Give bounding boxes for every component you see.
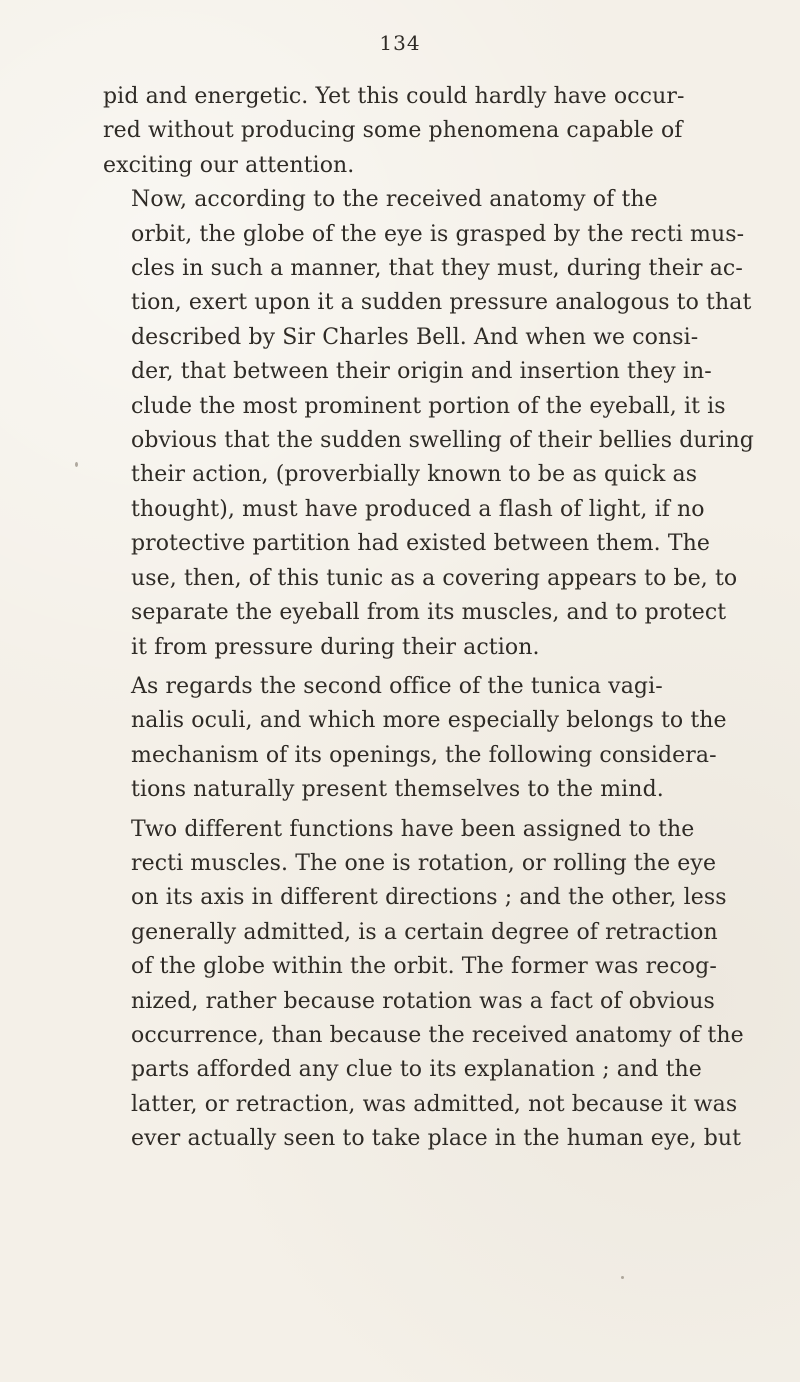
text-line: use, then, of this tunic as a covering appears to be, to [131,565,738,591]
text-line: exciting our attention. [103,152,355,178]
text-line: pid and energetic. Yet this could hardly have occur- [103,84,685,109]
text-line: separate the eyeball from its muscles, and to protect [131,600,727,626]
text-line: As regards the second office of the tunica vagi- [131,673,663,699]
paper-speck [621,1276,624,1279]
text-line: Two different functions have been assigned to the [131,816,695,842]
text-line: recti muscles. The one is rotation, or rolling the eye [131,850,717,876]
text-line: described by Sir Charles Bell. And when we consi- [131,324,699,350]
text-line: cles in such a manner, that they must, during their ac- [131,256,743,282]
text-line: occurrence, than because the received anatomy of the [131,1022,744,1048]
text-line: der, that between their origin and insertion they in- [131,359,712,385]
text-line: Now, according to the received anatomy of the [131,187,658,213]
paper-speck [75,462,78,467]
page-number: 134 [379,31,421,55]
text-line: tions naturally present themselves to the mind. [131,777,664,803]
paragraph-1 [103,80,699,183]
text-line: protective partition had existed between them. The [131,531,710,557]
text-line: orbit, the globe of the eye is grasped by the recti mus- [131,221,745,247]
text-line: parts afforded any clue to its explanation ; and the [131,1057,702,1083]
text-line: their action, (proverbially known to be as quick as [131,462,698,488]
paragraph-3 [103,670,727,808]
text-line: on its axis in different directions ; and the other, less [131,885,727,911]
text-line: it from pressure during their action. [131,634,540,660]
text-line: latter, or retraction, was admitted, not because it was [131,1091,738,1117]
text-line: red without producing some phenomena capable of [103,118,683,144]
text-line: obvious that the sudden swelling of their bellies during [131,428,754,454]
text-line: thought), must have produced a flash of light, if no [131,496,705,522]
text-line: tion, exert upon it a sudden pressure analogous to that [131,290,752,316]
text-line: ever actually seen to take place in the human eye, but [131,1126,742,1152]
text-line: nalis oculi, and which more especially belongs to the [131,708,727,734]
paragraph-4 [103,813,744,1157]
text-line: mechanism of its openings, the following considera- [131,742,717,768]
paragraph-2 [103,183,754,665]
text-line: nized, rather because rotation was a fact of obvious [131,988,715,1014]
text-line: generally admitted, is a certain degree of retraction [131,919,718,945]
text-line: of the globe within the orbit. The former was recog- [131,954,717,980]
text-line: clude the most prominent portion of the eyeball, it is [131,393,726,419]
body-text [103,80,754,1157]
